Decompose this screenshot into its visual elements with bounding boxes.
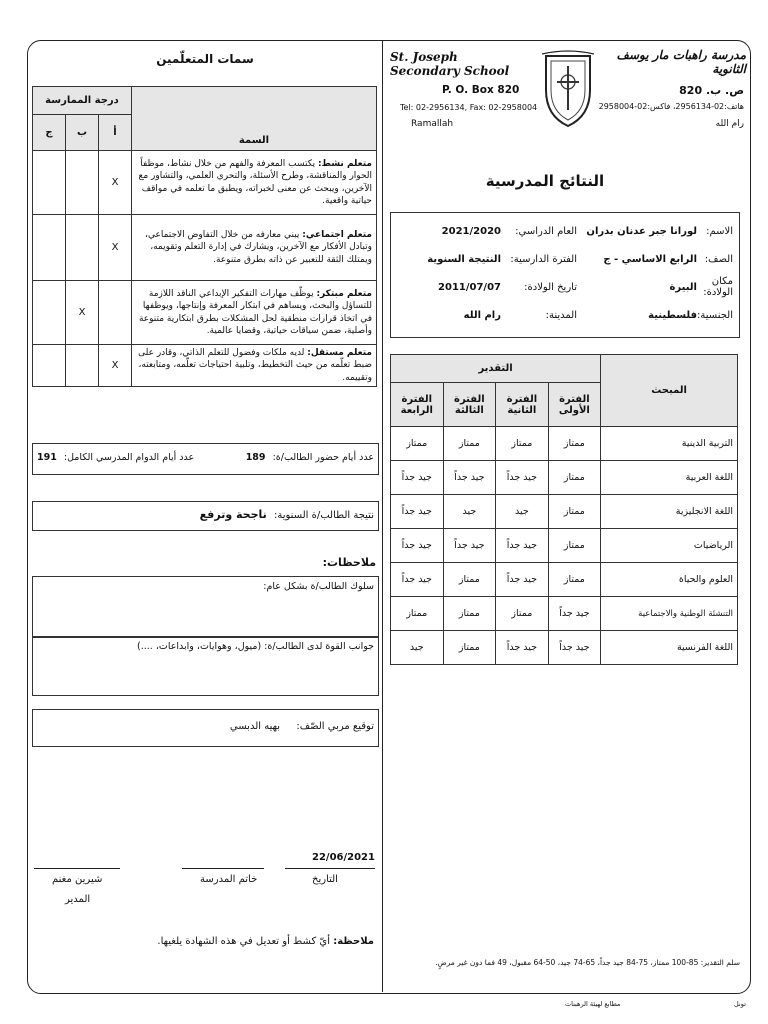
grade-cell: جيد: [391, 631, 444, 665]
table-row: [391, 563, 738, 597]
grade-cell: ممتاز: [391, 597, 444, 631]
year-label: العام الدراسي:: [515, 225, 577, 237]
grade-cell: جيد جداً: [391, 529, 444, 563]
grade-cell: جيد جداً: [496, 563, 549, 597]
city-label: المدينة:: [545, 309, 577, 321]
rating-header: التقدير: [391, 355, 601, 383]
grade-cell: جيد جداً: [443, 461, 496, 495]
trait-mark: [33, 215, 66, 281]
trait-mark: X: [66, 281, 99, 345]
grades-table: [390, 354, 738, 665]
grade-cell: جيد جداً: [496, 529, 549, 563]
trait-mark: [99, 281, 132, 345]
nationality-label: الجنسية:: [697, 309, 733, 321]
school-year: 2021/2020: [441, 225, 501, 237]
present-days: 189: [245, 452, 266, 463]
city: رام الله: [463, 309, 501, 321]
period-header: الفترة الثانية: [496, 383, 549, 427]
trait-name: متعلم اجتماعي:: [302, 230, 372, 241]
table-row: [33, 151, 377, 215]
teacher-name: بهيه الدبسي: [229, 721, 280, 732]
trait-text: يوظّف مهارات التفكير الإبداعي الناقد اللازمة للتساؤل والبحث، ويساهم في ابتكار المعرفة وإنتاجها، ويوظفها في اتخاذ قرارات منطقية لحل المشكلات بطرق ابتكارية متنوعة وأصلية، ضمن سياقات حياتية، وقضايا عالمية.: [138, 289, 372, 336]
birthdate-label: تاريخ الولادة:: [524, 281, 577, 293]
seal-label: خاتم المدرسة: [200, 874, 258, 885]
trait-mark: [66, 345, 99, 387]
grade-cell: ممتاز: [548, 563, 601, 597]
nationality: فلسطينية: [648, 309, 697, 321]
result-box: [32, 501, 379, 531]
traits-table: [32, 86, 377, 387]
trait-description: [132, 281, 377, 345]
result-value: ناجحة وترفع: [199, 508, 267, 521]
school-crest-icon: [540, 50, 596, 130]
present-label: عدد أيام حضور الطالب/ة:: [272, 452, 374, 463]
grade-cell: جيد جداً: [391, 563, 444, 597]
trait-name: متعلم مبتكر:: [316, 289, 372, 300]
footer-note: [157, 936, 374, 947]
grade-cell: ممتاز: [391, 427, 444, 461]
student-info-box: [390, 212, 740, 338]
city-en: Ramallah: [411, 119, 454, 129]
table-row: [33, 345, 377, 387]
trait-mark: [33, 151, 66, 215]
birthdate: 2011/07/07: [438, 281, 501, 293]
practice-header: درجة الممارسة: [33, 87, 132, 115]
report-title: النتائج المدرسية: [485, 172, 605, 190]
grade-cell: جيد جداً: [548, 631, 601, 665]
grade-cell: جيد جداً: [443, 529, 496, 563]
grade-cell: جيد: [496, 495, 549, 529]
seal-line: [182, 868, 264, 869]
birthplace: البيرة: [669, 281, 697, 293]
print-mark-left: تونل: [734, 1000, 746, 1008]
grade-cell: ممتاز: [496, 427, 549, 461]
trait-name: متعلم مستقل:: [307, 348, 372, 359]
date-line: [285, 868, 375, 869]
trait-mark: [33, 345, 66, 387]
strengths-label: جوانب القوة لدى الطالب/ة: (ميول، وهوايات، وابداعات، ....): [137, 641, 374, 652]
subject-cell: اللغة العربية: [601, 461, 738, 495]
trait-text: يكتسب المعرفة والفهم من خلال نشاط، موظفاً الحوار والمناقشة، وطرح الأسئلة، والتحري العلمي، والتشاور مع الآخرين، ويبحث عن معنى لخبراته، ويطبق ما تعلمه في مواقف حياتية واقعية.: [138, 159, 372, 206]
date-label: التاريخ: [312, 874, 338, 885]
total-label: عدد أيام الدوام المدرسي الكامل:: [63, 452, 195, 463]
strengths-box: [32, 636, 379, 696]
table-row: [391, 631, 738, 665]
grade-cell: ممتاز: [443, 631, 496, 665]
trait-text: لديه ملكات وفضول للتعلم الذاتي، وقادر على ضبط تعلّمه من حيث التخطيط، وتلبية احتياجات تعلّمه، ومتابعته، وتقييمه.: [138, 348, 372, 383]
traits-title: سمات المتعلّمين: [156, 52, 254, 66]
student-name: لورانا جبر عدنان بدران: [586, 225, 697, 237]
behavior-box: [32, 576, 379, 638]
subject-cell: الرياضيات: [601, 529, 738, 563]
birthplace-label: مكان الولادة:: [703, 276, 733, 298]
result-label: نتيجة الطالب/ة السنوية:: [274, 510, 374, 521]
subject-header: المبحث: [601, 355, 738, 427]
po-box-en: P. O. Box 820: [442, 84, 520, 96]
period-header: الفترة الرابعة: [391, 383, 444, 427]
subject-cell: اللغة الانجليزية: [601, 495, 738, 529]
trait-description: [132, 215, 377, 281]
school-name-ar: مدرسة راهبات مار يوسف الثانوية: [616, 48, 746, 76]
trait-description: [132, 151, 377, 215]
level-header: ج: [33, 115, 66, 151]
grade-cell: ممتاز: [548, 427, 601, 461]
table-row: [391, 461, 738, 495]
period-header: الفترة الأولى: [548, 383, 601, 427]
principal-name: شيرين مغنم: [52, 874, 103, 885]
trait-description: [132, 345, 377, 387]
trait-mark: X: [99, 215, 132, 281]
grade-cell: ممتاز: [443, 427, 496, 461]
table-row: [391, 427, 738, 461]
po-box-ar: ص. ب. 820: [679, 84, 744, 97]
grade-cell: ممتاز: [548, 529, 601, 563]
signature-box: [32, 709, 379, 747]
grade-cell: جيد جداً: [496, 461, 549, 495]
study-period: النتيجة السنوية: [427, 253, 501, 265]
phone-en: Tel: 02-2956134, Fax: 02-2958004: [400, 103, 538, 112]
grade-cell: جيد: [443, 495, 496, 529]
subject-cell: التنشئة الوطنية والاجتماعية: [601, 597, 738, 631]
signature-label: توقيع مربي الصّف:: [296, 721, 374, 732]
trait-header: السمة: [132, 87, 377, 151]
period-header: الفترة الثالثة: [443, 383, 496, 427]
phone-ar: هاتف:02-2956134، فاكس:02-2958004: [598, 102, 744, 111]
table-row: [33, 215, 377, 281]
notes-title: ملاحظات:: [322, 556, 376, 569]
trait-text: يبني معارفه من خلال التفاوض الاجتماعي، وتبادل الأفكار مع الآخرين، ويشارك في إدارة التعلم وتقويمه، ويمتلك الثقة للتعبير عن ذاته بطرق متنوعة.: [145, 230, 372, 265]
table-row: [33, 281, 377, 345]
grade-cell: ممتاز: [496, 597, 549, 631]
table-row: [391, 495, 738, 529]
trait-mark: [66, 215, 99, 281]
name-label: الاسم:: [706, 225, 733, 237]
grade-cell: ممتاز: [548, 495, 601, 529]
grade-cell: جيد جداً: [496, 631, 549, 665]
grade-cell: ممتاز: [443, 563, 496, 597]
grade-cell: جيد جداً: [391, 495, 444, 529]
grade-cell: ممتاز: [443, 597, 496, 631]
table-row: [391, 529, 738, 563]
level-header: ب: [66, 115, 99, 151]
grade-cell: جيد جداً: [548, 597, 601, 631]
total-days: 191: [37, 452, 57, 463]
city-ar: رام الله: [715, 119, 744, 129]
principal-title: المدير: [65, 894, 91, 905]
trait-mark: X: [99, 345, 132, 387]
school-name-en: St. Joseph Secondary School: [390, 50, 510, 78]
level-header: أ: [99, 115, 132, 151]
grade-cell: جيد جداً: [391, 461, 444, 495]
note-text: أيّ كشط أو تعديل في هذه الشهادة يلغيها.: [157, 936, 334, 947]
class-label: الصف:: [704, 253, 733, 265]
print-mark-right: مطابع لهيئة الرهبنات: [565, 1000, 621, 1008]
student-class: الرابع الاساسي - ج: [603, 253, 697, 265]
subject-cell: اللغة الفرنسية: [601, 631, 738, 665]
school-logo: [540, 50, 596, 130]
date-value: 22/06/2021: [312, 852, 375, 863]
subject-cell: التربية الدينية: [601, 427, 738, 461]
principal-line: [34, 868, 120, 869]
trait-mark: [66, 151, 99, 215]
trait-name: متعلم نشط:: [318, 159, 372, 170]
page-divider: [382, 40, 383, 992]
attendance-box: [32, 443, 379, 475]
behavior-label: سلوك الطالب/ة بشكل عام:: [263, 581, 374, 592]
grading-scale: سلم التقدير: 85-100 ممتاز، 75-84 جيد جداً، 65-74 جيد، 50-64 مقبول، 49 فما دون غير مرضٍ.: [435, 958, 740, 967]
table-row: [391, 597, 738, 631]
trait-mark: X: [99, 151, 132, 215]
subject-cell: العلوم والحياة: [601, 563, 738, 597]
trait-mark: [33, 281, 66, 345]
period-label: الفترة الدارسية:: [510, 253, 577, 265]
grade-cell: ممتاز: [548, 461, 601, 495]
note-label: ملاحظة:: [333, 936, 374, 947]
